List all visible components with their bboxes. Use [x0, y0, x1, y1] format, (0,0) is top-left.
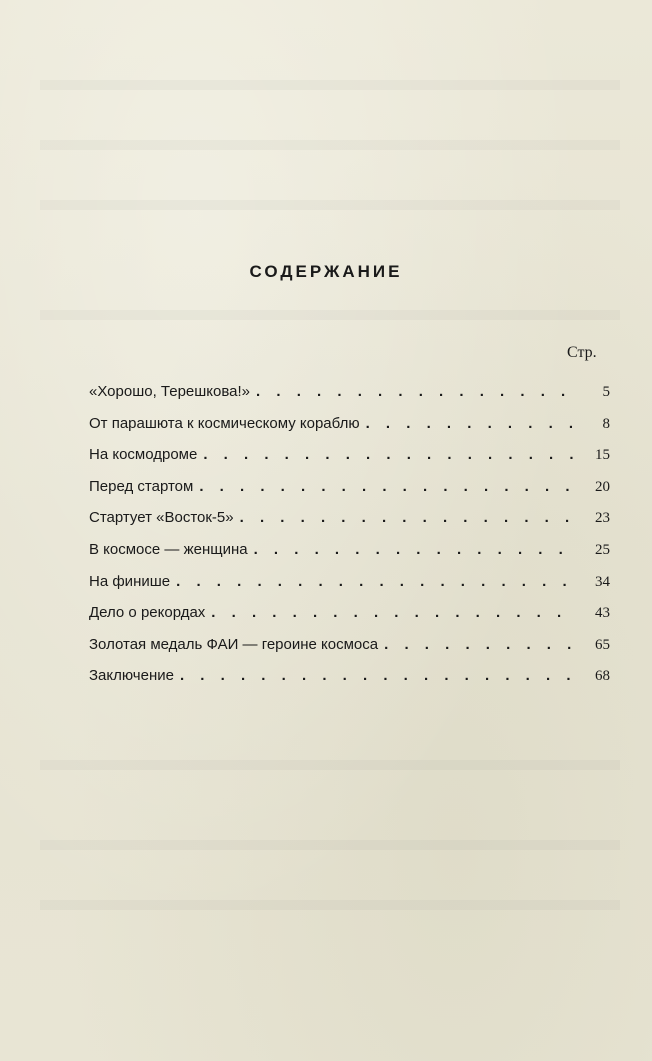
- toc-entry-page: 34: [595, 573, 610, 590]
- toc-entry-page: 65: [595, 636, 610, 653]
- toc-leader-dots: [384, 636, 574, 653]
- toc-leader-dots: [176, 573, 574, 590]
- bleed-through-line: [40, 840, 620, 850]
- toc-leader-dots: [203, 446, 574, 463]
- toc-entry-page: 68: [595, 668, 610, 685]
- toc-leader-dots: [254, 541, 574, 558]
- bleed-through-line: [40, 200, 620, 210]
- toc-entry-title: Заключение: [89, 667, 174, 685]
- toc-entry-title: Перед стартом: [89, 477, 194, 495]
- toc-entry-page: 20: [595, 478, 610, 495]
- toc-entry[interactable]: [89, 636, 610, 668]
- bleed-through-line: [40, 80, 620, 90]
- toc-entry-title: На финише: [89, 572, 171, 590]
- toc-entry[interactable]: [89, 509, 610, 541]
- toc-entry-title: Золотая медаль ФАИ — героине космоса: [89, 635, 379, 653]
- toc-leader-dots: [211, 604, 574, 621]
- toc-entry-page: 15: [595, 447, 610, 464]
- toc-entry[interactable]: [89, 446, 610, 478]
- bleed-through-line: [40, 140, 620, 150]
- toc-entry-title: От парашюта к космическому кораблю: [89, 414, 360, 432]
- toc-leader-dots: [199, 478, 574, 495]
- toc-entry-title: В космосе — женщина: [89, 540, 248, 558]
- toc-entry-title: Стартует «Восток-5»: [89, 509, 234, 527]
- toc-entry-page: 25: [595, 541, 610, 558]
- toc-leader-dots: [256, 383, 574, 400]
- toc-entry-page: 43: [595, 605, 610, 622]
- bleed-through-line: [40, 310, 620, 320]
- toc-entry-page: 23: [595, 510, 610, 527]
- toc-entry-page: 5: [602, 384, 610, 400]
- toc-leader-dots: [366, 415, 574, 432]
- toc-entry[interactable]: [89, 667, 610, 699]
- toc-leader-dots: [240, 509, 574, 526]
- toc-entry-title: Дело о рекордах: [89, 604, 206, 622]
- toc-entry[interactable]: [89, 415, 610, 447]
- toc-entry[interactable]: [89, 478, 610, 510]
- toc-entry[interactable]: [89, 573, 610, 605]
- toc-leader-dots: [180, 667, 574, 684]
- page-column-header: Стр.: [567, 344, 597, 361]
- toc-entry-title: На космодроме: [89, 446, 198, 464]
- toc-entry-title: «Хорошо, Терешкова!»: [89, 383, 251, 400]
- toc-entry[interactable]: [89, 541, 610, 573]
- toc-entry[interactable]: [89, 383, 610, 415]
- page-title: СОДЕРЖАНИЕ: [249, 262, 403, 281]
- bleed-through-line: [40, 760, 620, 770]
- toc-entry-page: 8: [602, 415, 610, 432]
- bleed-through-line: [40, 900, 620, 910]
- toc-entry[interactable]: [89, 604, 610, 636]
- table-of-contents: [89, 383, 610, 699]
